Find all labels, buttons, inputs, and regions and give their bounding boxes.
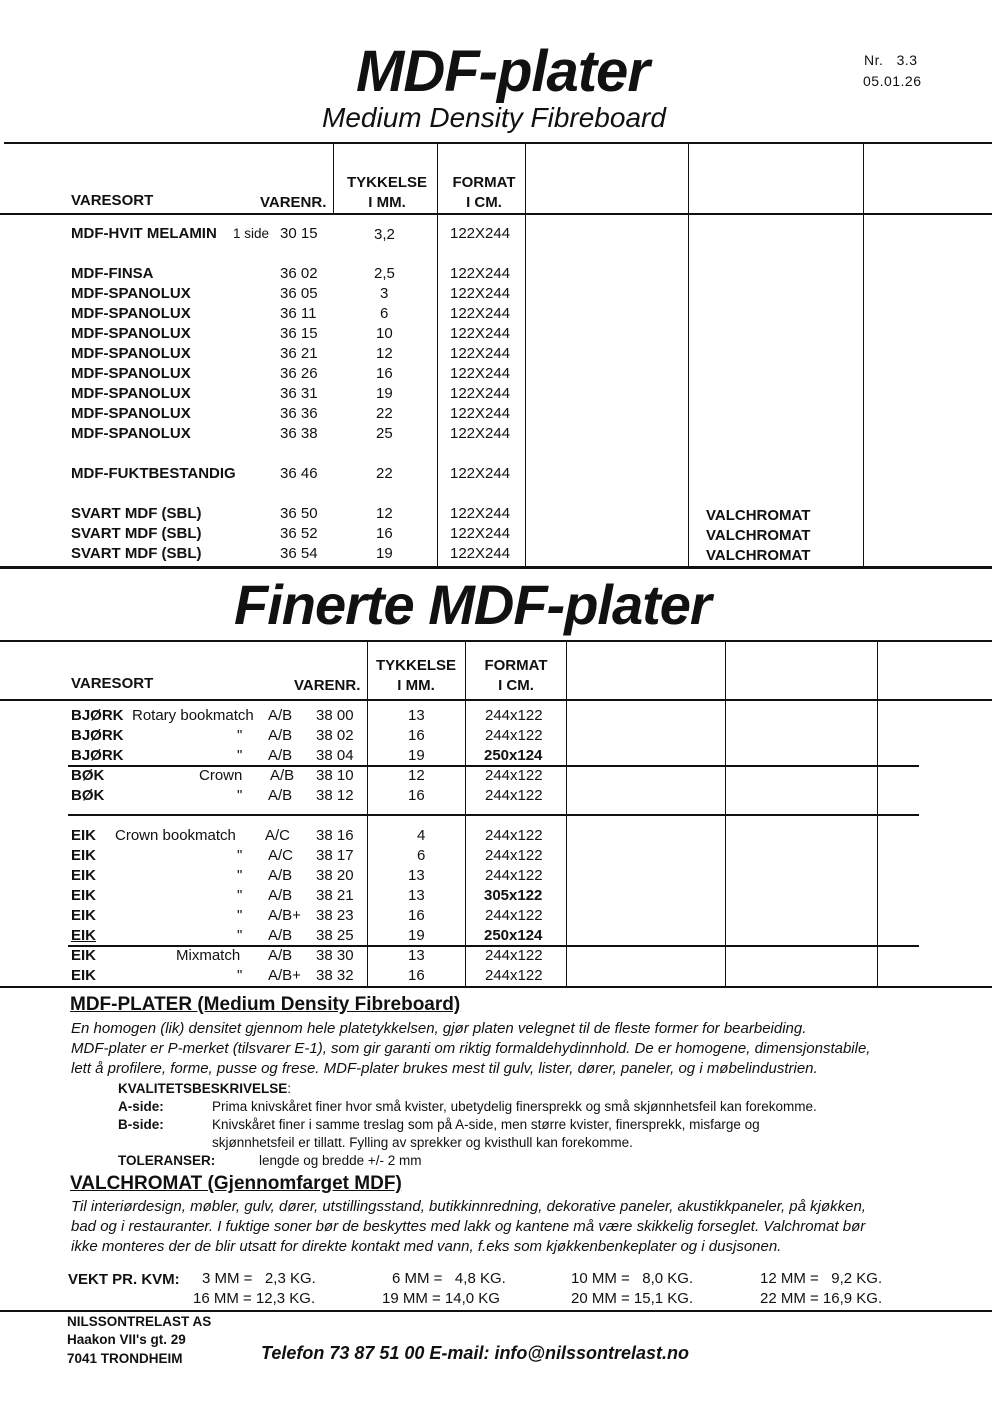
row-varenr: 36 15 <box>280 325 318 342</box>
mdf-desc-line: En homogen (lik) densitet gjennom hele platetykkelsen, gjør platen velegnet til de fleste former for bearbeiding. <box>71 1020 807 1037</box>
table-row <box>0 787 992 807</box>
row-name: MDF-SPANOLUX <box>71 325 191 342</box>
row-varenr: 38 00 <box>316 707 354 724</box>
row-name: MDF-SPANOLUX <box>71 345 191 362</box>
row-varenr: 38 16 <box>316 827 354 844</box>
row-format: 244x122 <box>485 867 543 884</box>
row-format: 244x122 <box>485 727 543 744</box>
table-row <box>0 325 992 345</box>
row-format: 244x122 <box>485 907 543 924</box>
page-subtitle: Medium Density Fibreboard <box>322 102 666 133</box>
row-desc: " <box>237 927 243 944</box>
row-name: MDF-SPANOLUX <box>71 425 191 442</box>
mdf-desc-line: lett å profilere, forme, pusse og frese. MDF-plater brukes mest til gulv, lister, dører, paneler, og i møbelindustrien. <box>71 1060 818 1077</box>
row-grade: A/B <box>268 787 293 804</box>
row-format: 122X244 <box>450 265 511 282</box>
row-name: BØK <box>71 767 105 784</box>
row-desc: " <box>237 887 243 904</box>
col-format-line2: I CM. <box>466 194 502 211</box>
row-mm: 4 <box>417 827 426 844</box>
col-format-line2: I CM. <box>498 677 534 694</box>
row-varenr: 38 25 <box>316 927 354 944</box>
mdf-description <box>71 1019 870 1079</box>
row-name: EIK <box>71 907 97 924</box>
table-row <box>0 887 992 907</box>
table-row <box>0 265 992 285</box>
table-row <box>0 285 992 305</box>
valchromat-section-title: VALCHROMAT (Gjennomfarget MDF) <box>70 1173 402 1194</box>
footer-divider <box>0 1310 992 1312</box>
row-varenr: 36 31 <box>280 385 318 402</box>
row-varenr: 38 02 <box>316 727 354 744</box>
row-name: SVART MDF (SBL) <box>71 545 202 562</box>
col-varesort: VARESORT <box>71 675 154 692</box>
row-grade: A/C <box>265 827 291 844</box>
row-format: 122X244 <box>450 525 511 542</box>
row-mm: 19 <box>408 747 425 764</box>
section-title-finerte: Finerte MDF-plater <box>234 573 711 636</box>
weight-22mm: 22 MM = 16,9 KG. <box>760 1290 883 1307</box>
row-name: MDF-HVIT MELAMIN <box>71 225 217 242</box>
table-row <box>0 425 992 445</box>
row-mm: 12 <box>376 345 393 362</box>
bside-text-1: Knivskåret finer i samme treslag som på A-side, men større kvister, finersprekk, misfarge og <box>212 1117 760 1132</box>
table-row <box>0 847 992 867</box>
row-mm: 3,2 <box>374 226 395 243</box>
row-mm: 13 <box>408 947 425 964</box>
table-row <box>0 225 992 245</box>
footer-city: 7041 TRONDHEIM <box>67 1351 183 1366</box>
row-mm: 16 <box>408 727 425 744</box>
weight-16mm: 16 MM = 12,3 KG. <box>193 1290 316 1307</box>
row-mm: 13 <box>408 867 425 884</box>
row-format: 122X244 <box>450 425 511 442</box>
doc-number-value: 3.3 <box>896 52 918 68</box>
row-desc: " <box>237 787 243 804</box>
table-row <box>0 927 992 947</box>
row-grade: A/B <box>268 747 293 764</box>
row-varenr: 38 30 <box>316 947 354 964</box>
table-row <box>0 707 992 727</box>
doc-number <box>864 52 918 68</box>
table-row <box>0 727 992 747</box>
table-row <box>0 505 992 525</box>
row-format: 250x124 <box>484 927 543 944</box>
page-title: MDF-plater <box>356 39 649 104</box>
row-varenr: 38 10 <box>316 767 354 784</box>
col-varenr: VARENR. <box>294 677 361 694</box>
quality-heading <box>118 1081 291 1096</box>
row-varenr: 38 17 <box>316 847 354 864</box>
row-note: 1 side <box>233 226 270 241</box>
weight-20mm: 20 MM = 15,1 KG. <box>571 1290 694 1307</box>
col-tykkelse-line2: I MM. <box>397 677 435 694</box>
row-desc: Mixmatch <box>176 947 241 964</box>
row-mm: 3 <box>380 285 389 302</box>
row-name: EIK <box>71 827 97 844</box>
row-name: MDF-SPANOLUX <box>71 285 191 302</box>
row-grade: A/B <box>268 727 293 744</box>
row-mm: 16 <box>408 967 425 984</box>
row-format: 244x122 <box>485 947 543 964</box>
row-mm: 13 <box>408 707 425 724</box>
table-row <box>0 867 992 887</box>
row-name: MDF-FUKTBESTANDIG <box>71 465 236 482</box>
row-format: 122X244 <box>450 385 511 402</box>
row-varenr: 36 46 <box>280 465 318 482</box>
row-name: EIK <box>71 927 97 944</box>
row-name: SVART MDF (SBL) <box>71 505 202 522</box>
row-format: 122X244 <box>450 365 511 382</box>
col-tykkelse-line1: TYKKELSE <box>375 657 456 674</box>
row-varenr: 38 21 <box>316 887 354 904</box>
row-varenr: 36 52 <box>280 525 318 542</box>
col-tykkelse <box>367 656 465 696</box>
row-desc: " <box>237 847 243 864</box>
row-mm: 12 <box>376 505 393 522</box>
row-name: EIK <box>71 887 97 904</box>
row-grade: A/B <box>268 947 293 964</box>
row-mm: 13 <box>408 887 425 904</box>
row-format: 122X244 <box>450 285 511 302</box>
tolerance-label: TOLERANSER: <box>118 1153 216 1168</box>
bside-text-2: skjønnhetsfeil er tillatt. Fylling av sprekker og kvisthull kan forekomme. <box>212 1135 633 1150</box>
table-row <box>0 827 992 847</box>
col-format <box>440 173 528 213</box>
row-format: 244x122 <box>485 707 543 724</box>
row-mm: 12 <box>408 767 425 784</box>
row-grade: A/B <box>268 927 293 944</box>
row-name: BJØRK <box>71 707 124 724</box>
aside-text: Prima knivskåret finer hvor små kvister, ubetydelig finersprekk og små skjønnhetsfeil kan forekomme. <box>212 1099 817 1114</box>
doc-number-label: Nr. <box>864 52 884 68</box>
row-mm: 25 <box>376 425 393 442</box>
row-varenr: 38 32 <box>316 967 354 984</box>
table-row <box>0 465 992 485</box>
footer-contact: Telefon 73 87 51 00 E-mail: info@nilssontrelast.no <box>261 1343 690 1363</box>
row-format: 244x122 <box>485 767 543 784</box>
row-format: 122X244 <box>450 405 511 422</box>
row-grade: A/B <box>268 887 293 904</box>
row-name: MDF-SPANOLUX <box>71 405 191 422</box>
row-varenr: 36 05 <box>280 285 318 302</box>
row-grade: A/B+ <box>268 967 301 984</box>
weight-12mm: 12 MM = 9,2 KG. <box>760 1270 883 1287</box>
weight-10mm: 10 MM = 8,0 KG. <box>571 1270 694 1287</box>
quality-colon: : <box>287 1081 292 1096</box>
tolerance-text: lengde og bredde +/- 2 mm <box>259 1153 422 1168</box>
table-row <box>0 385 992 405</box>
row-format: 244x122 <box>485 787 543 804</box>
row-format: 305x122 <box>484 887 543 904</box>
row-mm: 6 <box>417 847 426 864</box>
row-format: 244x122 <box>485 967 543 984</box>
table-row <box>0 405 992 425</box>
col-format <box>466 656 566 696</box>
weight-6mm: 6 MM = 4,8 KG. <box>392 1270 506 1287</box>
row-desc: " <box>237 747 243 764</box>
table-row <box>0 305 992 325</box>
row-mm: 19 <box>376 385 393 402</box>
row-desc: " <box>237 967 243 984</box>
row-name: SVART MDF (SBL) <box>71 525 202 542</box>
row-mm: 10 <box>376 325 393 342</box>
row-name: EIK <box>71 967 97 984</box>
row-varenr: 38 12 <box>316 787 354 804</box>
bside-label: B-side: <box>118 1117 164 1132</box>
footer-company: NILSSONTRELAST AS <box>67 1314 212 1329</box>
row-varenr: 36 54 <box>280 545 318 562</box>
row-format: 122X244 <box>450 305 511 322</box>
row-mm: 6 <box>380 305 389 322</box>
valchromat-description <box>71 1197 866 1257</box>
row-grade: A/B <box>268 867 293 884</box>
val-desc-line: bad og i restauranter. I fuktige soner bør de beskyttes med lakk og kantene må være skikkelig forseglet. Valchromat bør <box>71 1218 866 1235</box>
row-format: 244x122 <box>485 847 543 864</box>
row-varenr: 30 15 <box>280 225 318 242</box>
row-mm: 22 <box>376 405 393 422</box>
col-format-line1: FORMAT <box>484 657 548 674</box>
row-varenr: 36 50 <box>280 505 318 522</box>
row-mm: 16 <box>408 787 425 804</box>
mdf-desc-line: MDF-plater er P-merket (tilsvarer E-1), som gir garanti om riktig formaldehydinnhold. De er homogene, dimensjonstabile, <box>71 1040 871 1057</box>
row-extra: VALCHROMAT <box>706 547 811 564</box>
row-grade: A/C <box>268 847 294 864</box>
row-varenr: 36 02 <box>280 265 318 282</box>
row-name: BØK <box>71 787 105 804</box>
row-format: 122X244 <box>450 345 511 362</box>
row-mm: 22 <box>376 465 393 482</box>
row-mm: 19 <box>408 927 425 944</box>
row-desc: Crown <box>199 767 243 784</box>
col-tykkelse-line1: TYKKELSE <box>346 174 427 191</box>
row-name: BJØRK <box>71 747 124 764</box>
row-varenr: 38 20 <box>316 867 354 884</box>
col-varesort: VARESORT <box>71 192 154 209</box>
row-format: 122X244 <box>450 325 511 342</box>
row-desc: Crown bookmatch <box>115 827 236 844</box>
row-grade: A/B <box>270 767 295 784</box>
table-row <box>0 365 992 385</box>
mdf-section-title: MDF-PLATER (Medium Density Fibreboard) <box>70 994 461 1015</box>
row-format: 122X244 <box>450 505 511 522</box>
row-varenr: 36 38 <box>280 425 318 442</box>
doc-date: 05.01.26 <box>863 73 922 89</box>
row-desc: " <box>237 907 243 924</box>
col-tykkelse-line2: I MM. <box>368 194 406 211</box>
table-row <box>0 345 992 365</box>
table-row <box>0 545 992 565</box>
row-format: 244x122 <box>485 827 543 844</box>
val-desc-line: ikke monteres der de blir utsatt for direkte kontakt med vann, f.eks som kjøkkenbenkeplater og i dusjsonen. <box>71 1238 782 1255</box>
row-extra: VALCHROMAT <box>706 527 811 544</box>
weight-label: VEKT PR. KVM: <box>68 1271 180 1288</box>
row-name: EIK <box>71 847 97 864</box>
row-varenr: 38 23 <box>316 907 354 924</box>
row-varenr: 36 26 <box>280 365 318 382</box>
row-grade: A/B <box>268 707 293 724</box>
table-row <box>0 747 992 767</box>
row-name: MDF-SPANOLUX <box>71 305 191 322</box>
table-row <box>0 525 992 545</box>
row-extra: VALCHROMAT <box>706 507 811 524</box>
weight-3mm: 3 MM = 2,3 KG. <box>202 1270 316 1287</box>
row-format: 122X244 <box>450 465 511 482</box>
row-format: 122X244 <box>450 225 511 242</box>
row-name: EIK <box>71 867 97 884</box>
table-row <box>0 767 992 787</box>
row-desc: " <box>237 867 243 884</box>
row-mm: 16 <box>408 907 425 924</box>
row-desc: " <box>237 727 243 744</box>
val-desc-line: Til interiørdesign, møbler, gulv, dører, utstillingsstand, butikkinnredning, dekorative paneler, akustikkpaneler, på kjøkken, <box>71 1198 866 1215</box>
row-name: BJØRK <box>71 727 124 744</box>
table-row <box>0 907 992 927</box>
col-varenr: VARENR. <box>260 194 327 211</box>
aside-label: A-side: <box>118 1099 164 1114</box>
row-varenr: 36 11 <box>280 305 317 322</box>
row-varenr: 36 21 <box>280 345 318 362</box>
col-tykkelse <box>335 173 439 213</box>
row-mm: 16 <box>376 365 393 382</box>
row-desc: Rotary bookmatch <box>132 707 254 724</box>
footer-street: Haakon VII's gt. 29 <box>67 1332 186 1347</box>
quality-label: KVALITETSBESKRIVELSE <box>118 1081 288 1096</box>
row-varenr: 38 04 <box>316 747 354 764</box>
row-name: EIK <box>71 947 97 964</box>
table-row <box>0 967 992 987</box>
row-grade: A/B+ <box>268 907 301 924</box>
row-varenr: 36 36 <box>280 405 318 422</box>
weight-19mm: 19 MM = 14,0 KG <box>382 1290 500 1307</box>
row-name: MDF-SPANOLUX <box>71 385 191 402</box>
table-row <box>0 947 992 967</box>
row-mm: 2,5 <box>374 265 395 282</box>
row-mm: 19 <box>376 545 393 562</box>
row-name: MDF-FINSA <box>71 265 154 282</box>
row-mm: 16 <box>376 525 393 542</box>
row-format: 250x124 <box>484 747 543 764</box>
col-format-line1: FORMAT <box>452 174 516 191</box>
row-name: MDF-SPANOLUX <box>71 365 191 382</box>
row-format: 122X244 <box>450 545 511 562</box>
